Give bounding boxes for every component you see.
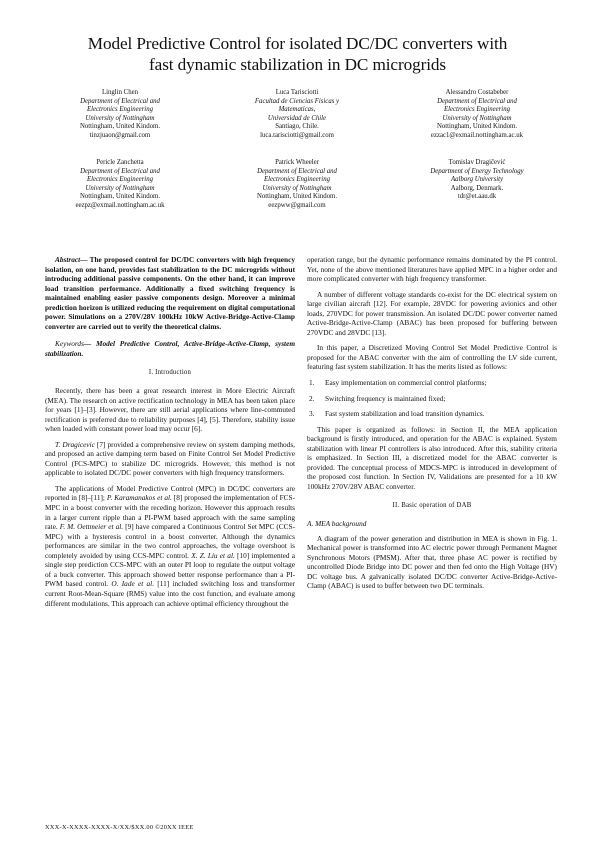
author-city: Nottingham, United Kindom. bbox=[436, 123, 518, 131]
section-heading-introduction: I. Introduction bbox=[148, 369, 192, 377]
title-line-2: fast dynamic stabilization in DC microgrids bbox=[149, 55, 446, 74]
author-email: eezpz@exmail.nottingham.ac.uk bbox=[75, 201, 165, 209]
author-email: eezpww@gmail.com bbox=[268, 201, 326, 209]
author-department: Aalborg University bbox=[450, 176, 504, 184]
author-name: Linglin Chen bbox=[101, 89, 139, 96]
author-email: tdr@et.aau.dk bbox=[457, 193, 497, 201]
abstract bbox=[45, 255, 295, 331]
body-paragraph: A diagram of the power generation and distribution in MEA is shown in Fig. 1. Mechanical power is transformed into AC electric power through Permanent Magnet Synchronous Motors (PMSM). After that, three phase AC power is rectified by uncontrolled Diode Bridge into DC power and then fed onto the High Voltage (HV) DC voltage bus. A galvanically isolated DC/DC converter Active-Bridge-Active-Clamp (ABAC) is used to buffer between two DC terminals. bbox=[307, 533, 557, 591]
cited-author: O. Iade et al. bbox=[111, 579, 155, 589]
author-block-5 bbox=[217, 159, 377, 211]
author-name: Tomislav Dragičević bbox=[448, 159, 506, 166]
abstract-text: — The proposed control for DC/DC converters with high frequency isolation, on one hand, provides fast stabilization to the DC microgrids without introducing additional passive components. On the other hand, it can improve load transition performance. Additionally a fixed switching frequency is maintained enabling easier passive components design. Moreover a minimal prediction horizon is utilized reducing the requirement on digital computational power. Simulations on a 270V/28V 100kHz 10kW Active-Bridge-Active-Clamp converter are carried out to verify the theoretical claims. bbox=[45, 255, 295, 331]
abstract-lead: Abstract bbox=[55, 255, 81, 264]
author-university: Universidad de Chile bbox=[267, 114, 327, 122]
list-text: Easy implementation on commercial control platforms; bbox=[325, 378, 487, 388]
intro-text: [10] implemented a single step prediction CCS-MPC with an outer PI loop to regulate the output voltage of a buck converter. This approach showed better response performance than a PI-PWM based control. bbox=[45, 550, 296, 589]
author-block-4 bbox=[40, 159, 200, 211]
author-department: Department of Electrical and bbox=[80, 97, 160, 105]
author-university: University of Nottingham bbox=[85, 114, 155, 122]
author-block-3 bbox=[397, 89, 557, 141]
author-department: Department of Energy Technology bbox=[430, 167, 524, 175]
left-column bbox=[45, 255, 295, 608]
author-department: Facultad de Ciencias Fisicas y bbox=[254, 97, 340, 105]
intro-text: [9] have compared a Continuous Control Set MPC (CCS-MPC) with a hysteresis control in a boost converter. Although the dynamics performances are similar in the two control approaches, the voltage overshoot is completely avoided by using CCS-MPC control. bbox=[45, 522, 296, 560]
author-university: University of Nottingham bbox=[262, 184, 332, 192]
list-text: Fast system stabilization and load transition dynamics. bbox=[325, 409, 485, 419]
intro-text: The applications of Model Predictive Control (MPC) in DC/DC converters are reported in [8]–[11]; bbox=[45, 483, 295, 503]
cited-author: P. Karamanakos et al. bbox=[106, 493, 172, 503]
cited-author: X. Z. Liu et al. bbox=[191, 550, 235, 560]
intro-paragraph-3 bbox=[45, 484, 295, 608]
author-city: Nottingham, United Kindom. bbox=[79, 193, 161, 201]
intro-paragraph-1: Recently, there has been a great research interest in More Electric Aircraft (MEA). The research on active rectification technology in MEA has been taken place for years [1]–[3]. However, there are still aerial applications where line-commuted rectification is preferred due to reliability purposes [4], [5]. Therefore, stability issue when loaded with constant power load may occur [6]. bbox=[45, 386, 295, 434]
author-department: Electronics Engineering bbox=[443, 106, 510, 114]
author-department: Electronics Engineering bbox=[86, 106, 153, 114]
subsection-heading: A. MEA background bbox=[307, 519, 367, 529]
right-column bbox=[307, 255, 557, 591]
author-department: Department of Electrical and bbox=[257, 167, 337, 175]
list-item bbox=[307, 394, 557, 404]
author-department: Electronics Engineering bbox=[263, 176, 330, 184]
copyright-footer: XXX-X-XXXX-XXXX-X/XX/$XX.00 ©20XX IEEE bbox=[45, 824, 194, 831]
intro-text: [11] included switching loss and transformer current Root-Mean-Square (RMS) value into the cost function, and evaluate among different modulations. This approach can achieve optimal efficiency throughout the bbox=[45, 579, 295, 608]
body-paragraph: In this paper, a Discretized Moving Control Set Model Predictive Control is proposed for the ABAC converter with the aim of controlling the LV side current, featuring fast system stabilization. It has the merits listed as follows: bbox=[307, 343, 557, 372]
section-heading-basic-operation: II. Basic operation of DAB bbox=[392, 502, 472, 510]
author-email: tinzjuaon@gmail.com bbox=[89, 131, 151, 139]
author-city: Nottingham, United Kindom. bbox=[256, 193, 338, 201]
author-name: Luca Tarisciotti bbox=[275, 89, 319, 96]
author-city: Nottingham, United Kindom. bbox=[79, 123, 161, 131]
author-email: luca.tarisciotti@gmail.com bbox=[260, 131, 334, 139]
body-paragraph: A number of different voltage standards co-exist for the DC electrical system on large civilian aircraft [12]. For example, 28VDC for powering avionics and other loads, 270VDC for power transmission. An isolated DC/DC power converter named Active-Bridge-Active-Clamp (ABAC) has been proposed for buffering between 270VDC and 28VDC [13]. bbox=[307, 289, 557, 337]
author-department: Department of Electrical and bbox=[80, 167, 160, 175]
author-department: Department of Electrical and bbox=[437, 97, 517, 105]
list-number: 1. bbox=[309, 378, 315, 388]
author-university: University of Nottingham bbox=[85, 184, 155, 192]
merits-list bbox=[307, 378, 557, 419]
intro-text: [8] proposed the implementation of FCS-MPC in a boost converter with the receding horizon. However this approach results in a larger current ripple than a PI-PWM based approach with the same sampling rate. bbox=[45, 493, 295, 532]
keywords-text: — Model Predictive Control, Active-Bridge-Active-Clamp, system stabilization. bbox=[45, 339, 295, 358]
author-department: Electronics Engineering bbox=[86, 176, 153, 184]
author-block-1 bbox=[40, 89, 200, 141]
cited-author: F. M. Oettmeier et al. bbox=[59, 522, 124, 532]
author-name: Patrick Wheeler bbox=[275, 159, 319, 166]
intro-paragraph-2 bbox=[45, 440, 295, 478]
body-paragraph: This paper is organized as follows: in Section II, the MEA application background is firstly introduced, and operation for the ABAC is explained. System stabilization with linear PI controllers is also introduced. After this, stability criteria is emphasized. In Section III, a discretized model for the ABAC converter is provided. The conceptual process of MDCS-MPC is introduced in development of the proposed cost function. In Section IV, Validations are presented for a 10 kW 100kHz 270V/28V ABAC converter. bbox=[307, 424, 557, 491]
cited-author: T. Dragicevic bbox=[55, 439, 95, 449]
intro-paragraph-2-text: [7] provided a comprehensive review on system damping methods, and proposed an active damping term based on Finite Control Set Model Predictive Control (FCS-MPC) to stabilize DC microgrids. However, this method is not applicable to isolated DC/DC power converters with high frequency transformers. bbox=[45, 439, 295, 478]
author-department: Matematicas, bbox=[278, 106, 316, 114]
author-email: ezzac1@exmail.nottingham.ac.uk bbox=[430, 131, 524, 139]
author-city: Santiago, Chile. bbox=[275, 123, 319, 131]
title-line-1: Model Predictive Control for isolated DC/DC converters with bbox=[87, 34, 508, 53]
keywords bbox=[45, 339, 295, 358]
keywords-lead: Keywords bbox=[55, 339, 84, 349]
list-text: Switching frequency is maintained fixed; bbox=[325, 393, 446, 403]
author-university: University of Nottingham bbox=[442, 114, 512, 122]
paper-title bbox=[40, 33, 555, 75]
author-name: Pericle Zanchetta bbox=[96, 159, 144, 166]
author-name: Alessandro Costabeber bbox=[445, 89, 509, 96]
author-city: Aalborg, Denmark. bbox=[450, 184, 504, 192]
list-item bbox=[307, 378, 557, 388]
list-number: 2. bbox=[309, 393, 315, 403]
author-block-2 bbox=[217, 89, 377, 141]
list-number: 3. bbox=[309, 409, 315, 419]
body-paragraph: operation range, but the dynamic performance remains dominated by the PI control. Yet, none of the above mentioned literatures have applied MPC in a higher order and more complicated converter with high frequency transformer. bbox=[307, 255, 557, 284]
list-item bbox=[307, 409, 557, 419]
author-block-6 bbox=[397, 159, 557, 202]
